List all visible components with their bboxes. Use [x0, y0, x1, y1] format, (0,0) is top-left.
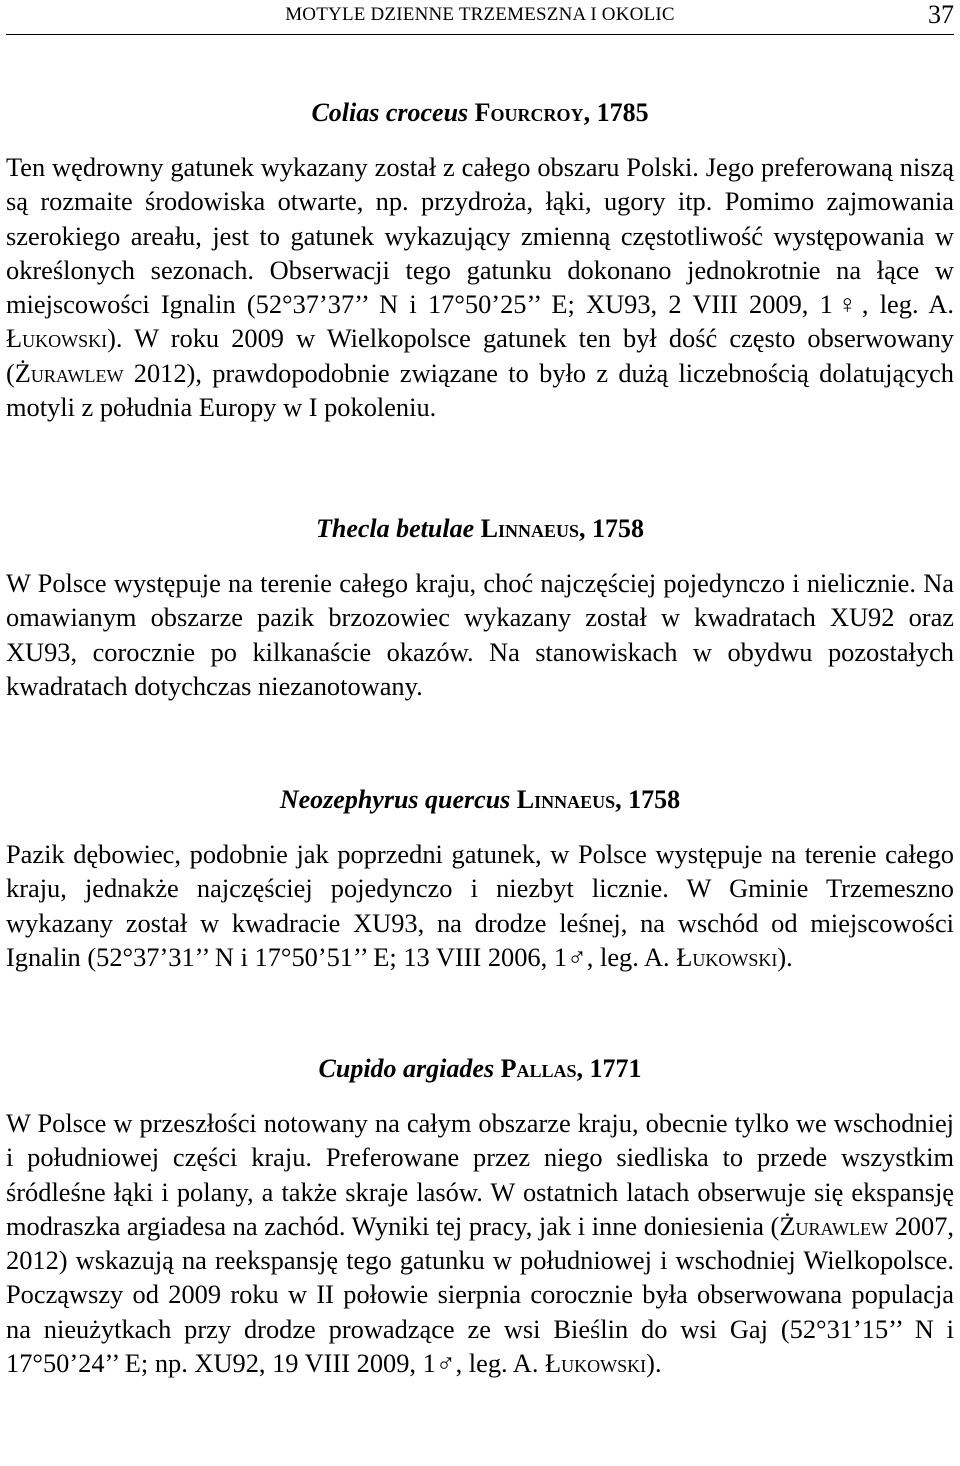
collector-name: Łukowski [6, 323, 108, 354]
species-section-thecla-betulae [6, 512, 954, 703]
species-year: , 1758 [579, 514, 644, 543]
text-run: W Polsce występuje na terenie całego kraju, choć najczęściej pojedynczo i nielicznie. Na omawianym obszarze pazik brzozowiec wykazany został w kwadratach XU92 oraz XU93, corocznie po kilkanaście okazów. Na stanowiskach w obydwu pozostałych kwadratach dotychczas niezanotowany. [6, 568, 954, 701]
text-run: ). [646, 1348, 662, 1379]
citation-author: Żurawlew [14, 357, 124, 388]
running-header [6, 0, 954, 35]
species-heading [6, 1052, 954, 1086]
species-section-colias-croceus [6, 96, 954, 424]
collector-name: Łukowski [676, 941, 778, 972]
text-run: Ten wędrowny gatunek wykazany został z całego obszaru Polski. Jego preferowaną niszą są rozmaite środowiska otwarte, np. przydroża, łąki, ugory itp. Pomimo zajmowania szerokiego areału, jest to gatunek wykazujący zmienną częstotliwość występowania w określonych sezonach. Obserwacji tego gatunku dokonano jednokrotnie na łące w miejscowości Ignalin (52°37’37’’ N i 17°50’25’’ E; XU93, 2 VIII 2009, 1♀, leg. A. [6, 152, 954, 320]
species-name: Neozephyrus quercus [279, 785, 511, 814]
text-run: 2007, 2012) wskazują na reekspansję tego gatunku w południowej i wschodniej Wielkopolsce. Począwszy od 2009 roku w II połowie sierpnia corocznie była obserwowana populacja na nieużytkach przy drodze prowadzące ze wsi Bieślin do wsi Gaj (52°31’15’’ N i 17°50’24’’ E; np. XU92, 19 VIII 2009, 1♂, leg. A. [6, 1210, 954, 1379]
species-heading [6, 512, 954, 546]
species-author: Fourcroy [474, 98, 584, 127]
species-description [6, 1106, 954, 1380]
species-author: Linnaeus [516, 785, 616, 814]
species-name: Cupido argiades [318, 1054, 495, 1083]
species-year: , 1785 [583, 98, 649, 127]
species-year: , 1771 [576, 1054, 642, 1083]
page [6, 0, 954, 1466]
species-author: Pallas [500, 1054, 577, 1083]
species-description [6, 837, 954, 974]
species-name: Colias croceus [311, 98, 469, 127]
running-title: MOTYLE DZIENNE TRZEMESZNA I OKOLIC [285, 4, 675, 25]
species-heading [6, 783, 954, 817]
species-description [6, 150, 954, 424]
text-run: Pazik dębowiec, podobnie jak poprzedni gatunek, w Polsce występuje na terenie całego kraju, jednakże najczęściej pojedynczo i niezbyt licznie. W Gminie Trzemeszno wykazany został w kwadracie XU93, na drodze leśnej, na wschód od miejscowości Ignalin (52°37’31’’ N i 17°50’51’’ E; 13 VIII 2006, 1♂, leg. A. [6, 839, 954, 972]
species-heading [6, 96, 954, 130]
species-year: , 1758 [615, 785, 681, 814]
species-description [6, 566, 954, 703]
text-run: ). [777, 941, 793, 972]
species-author: Linnaeus [480, 514, 579, 543]
species-section-neozephyrus-quercus [6, 783, 954, 974]
text-run: W Polsce w przeszłości notowany na całym obszarze kraju, obecnie tylko we wschodniej i południowej części kraju. Preferowane przez niego siedliska to przede wszystkim śródleśne łąki i polany, a także skraje lasów. W ostatnich latach obserwuje się ekspansję modraszka argiadesa na zachód. Wyniki tej pracy, jak i inne doniesienia ( [6, 1108, 954, 1241]
species-name: Thecla betulae [316, 514, 475, 543]
collector-name: Łukowski [545, 1348, 647, 1379]
species-section-cupido-argiades [6, 1052, 954, 1380]
text-run: 2012), prawdopodobnie związane to było z dużą liczebnością dolatujących motyli z południa Europy w I pokoleniu. [6, 357, 954, 423]
page-number: 37 [928, 0, 954, 29]
citation-author: Żurawlew [779, 1210, 888, 1241]
text-run: ). W roku 2009 w Wielkopolsce gatunek ten był dość często obserwowany ( [6, 323, 954, 388]
